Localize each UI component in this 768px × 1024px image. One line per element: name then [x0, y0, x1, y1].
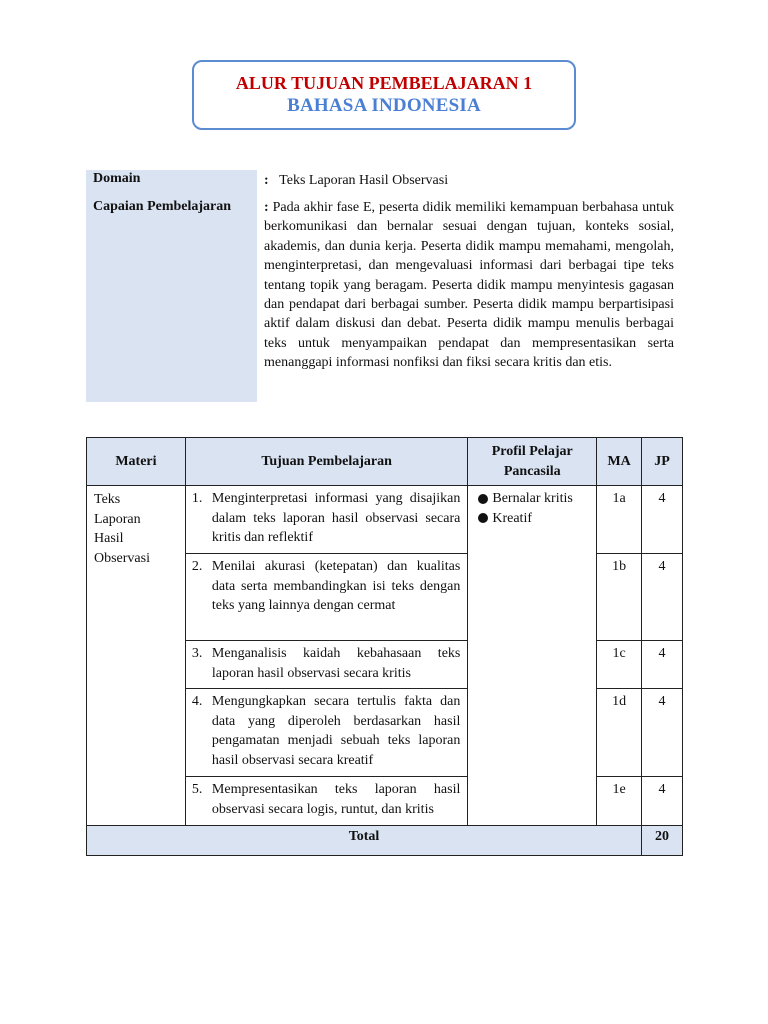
profil-item: Bernalar kritis [492, 491, 573, 506]
table-header-row [87, 438, 683, 486]
ma-cell: 1b [597, 554, 642, 641]
total-value: 20 [642, 826, 683, 856]
domain-label: Domain [93, 171, 141, 186]
cp-value-block [264, 198, 674, 373]
tujuan-text: Mempresentasikan teks laporan hasil observasi secara logis, runtut, dan kritis [211, 782, 461, 817]
cp-colon: : [264, 200, 269, 215]
tujuan-cell [185, 554, 467, 641]
total-row [87, 826, 683, 856]
list-item [478, 509, 592, 529]
document-subject: BAHASA INDONESIA [287, 95, 481, 116]
document-title: ALUR TUJUAN PEMBELAJARAN 1 [235, 73, 533, 93]
domain-colon: : [264, 173, 269, 188]
profil-cell [468, 486, 597, 826]
header-tujuan: Tujuan Pembelajaran [185, 438, 467, 486]
tujuan-cell [185, 641, 467, 689]
total-label: Total [87, 826, 642, 856]
tujuan-cell [185, 689, 467, 777]
jp-cell: 4 [642, 554, 683, 641]
header-jp: JP [642, 438, 683, 486]
jp-cell: 4 [642, 777, 683, 826]
tujuan-text: Menilai akurasi (ketepatan) dan kualitas data serta membandingkan isi teks dengan teks yang lainnya dengan cermat [211, 559, 461, 613]
profil-item: Kreatif [492, 510, 533, 526]
cp-label: Capaian Pembelajaran [93, 199, 232, 214]
header-profil-text: Profil Pelajar Pancasila [491, 443, 573, 479]
table-row [87, 486, 683, 554]
title-box [192, 60, 576, 130]
ma-cell: 1e [597, 777, 642, 826]
jp-cell: 4 [642, 486, 683, 554]
tujuan-cell [185, 486, 467, 554]
cp-value: Pada akhir fase E, peserta didik memiliki kemampuan berbahasa untuk berkomunikasi dan bernalar sesuai dengan tujuan, konteks sosial, akademis, dan dunia kerja. Peserta didik mampu memahami, mengolah, menginterpretasi, dan mengevaluasi informasi dari berbagai tipe teks tentang topik yang beragam. Peserta didik mampu menyintesis gagasan dan pendapat dari berbagai sumber. Peserta didik mampu berpartisipasi aktif dalam diskusi dan debat. Peserta didik mampu menulis berbagai teks untuk menyampaikan pendapat dan mempresentasikan serta menanggapi informasi nonfiksi dan fiksi secara kritis dan etis. [264, 200, 674, 371]
tujuan-cell [185, 777, 467, 826]
tujuan-text: Mengungkapkan secara tertulis fakta dan data yang diperoleh berdasarkan hasil pengamatan menjadi sebuah teks laporan hasil observasi secara kreatif [211, 694, 461, 768]
ma-cell: 1d [597, 689, 642, 777]
tujuan-number: 3. [191, 646, 203, 661]
info-section [86, 170, 682, 402]
learning-objectives-table [86, 437, 683, 856]
header-profil [468, 438, 597, 486]
tujuan-text: Menganalisis kaidah kebahasaan teks laporan hasil observasi secara kritis [211, 646, 461, 681]
materi-cell [87, 486, 186, 826]
domain-value: Teks Laporan Hasil Observasi [279, 173, 449, 188]
materi-text: Teks Laporan Hasil Observasi [94, 492, 150, 566]
tujuan-number: 4. [191, 694, 203, 709]
bullet-icon [478, 494, 488, 504]
bullet-icon [478, 513, 488, 523]
tujuan-number: 1. [191, 491, 203, 506]
jp-cell: 4 [642, 641, 683, 689]
header-ma: MA [597, 438, 642, 486]
ma-cell: 1c [597, 641, 642, 689]
tujuan-number: 5. [191, 782, 203, 797]
jp-cell: 4 [642, 689, 683, 777]
header-materi: Materi [87, 438, 186, 486]
list-item [478, 489, 592, 509]
domain-value-row [264, 171, 674, 190]
ma-cell: 1a [597, 486, 642, 554]
tujuan-text: Menginterpretasi informasi yang disajikan dalam teks laporan hasil observasi secara kritis dan reflektif [211, 491, 461, 545]
tujuan-number: 2. [191, 559, 203, 574]
